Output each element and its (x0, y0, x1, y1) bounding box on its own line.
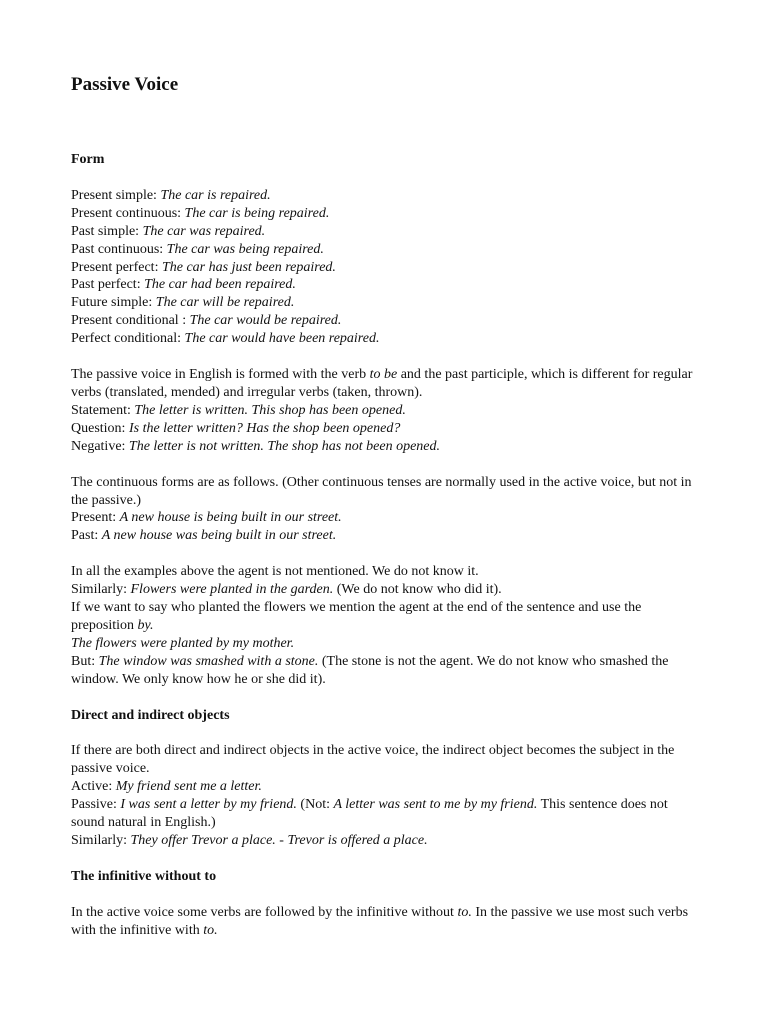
section-heading-objects: Direct and indirect objects (71, 707, 230, 723)
example-line: Statement: The letter is written. This shop has been opened. (71, 402, 406, 418)
example-line: Negative: The letter is not written. The shop has not been opened. (71, 438, 441, 454)
page-title: Passive Voice (71, 74, 179, 95)
tense-line: Present conditional : The car would be repaired. (71, 313, 342, 329)
example-line: Active: My friend sent me a letter. (71, 779, 262, 795)
paragraph: If there are both direct and indirect objects in the active voice, the indirect object becomes the subject in the passive voice. (71, 743, 675, 777)
tense-line: Past simple: The car was repaired. (71, 223, 266, 239)
example-line: Passive: I was sent a letter by my friend. (Not: A letter was sent to me by my friend. This sentence does not sound natural in English.) (71, 797, 668, 831)
example-line: Present: A new house is being built in our street. (71, 510, 342, 526)
paragraph: The continuous forms are as follows. (Other continuous tenses are normally used in the active voice, but not in the passive.) (71, 474, 692, 508)
example-line: Past: A new house was being built in our street. (71, 528, 337, 544)
tense-line: Future simple: The car will be repaired. (71, 295, 295, 311)
tense-line: Past perfect: The car had been repaired. (71, 277, 296, 293)
example-line: Question: Is the letter written? Has the shop been opened? (71, 420, 401, 436)
example-line: But: The window was smashed with a stone. (The stone is not the agent. We do not know who smashed the window. We only know how he or she did it). (71, 653, 669, 687)
example-line: Similarly: Flowers were planted in the garden. (We do not know who did it). (71, 582, 502, 598)
section-heading-infinitive: The infinitive without to (71, 868, 217, 884)
document-body (71, 151, 701, 940)
tense-line: Present simple: The car is repaired. (71, 187, 271, 203)
section-heading-form: Form (71, 152, 105, 167)
paragraph: If we want to say who planted the flowers we mention the agent at the end of the sentence and use the preposition by. (71, 600, 642, 633)
example-line: Similarly: They offer Trevor a place. - Trevor is offered a place. (71, 833, 428, 848)
tense-list (71, 187, 701, 348)
paragraph: In the active voice some verbs are followed by the infinitive without to. In the passive we use most such verbs with the infinitive with to. (71, 904, 689, 938)
example-line: The flowers were planted by my mother. (71, 635, 295, 651)
tense-line: Perfect conditional: The car would have been repaired. (71, 331, 380, 347)
paragraph: The passive voice in English is formed with the verb to be and the past participle, which is different for regular verbs (translated, mended) and irregular verbs (taken, thrown). (71, 367, 693, 400)
tense-line: Present continuous: The car is being repaired. (71, 205, 330, 221)
tense-line: Present perfect: The car has just been repaired. (71, 259, 336, 275)
tense-line: Past continuous: The car was being repaired. (71, 241, 324, 257)
paragraph: In all the examples above the agent is not mentioned. We do not know it. (71, 564, 479, 580)
